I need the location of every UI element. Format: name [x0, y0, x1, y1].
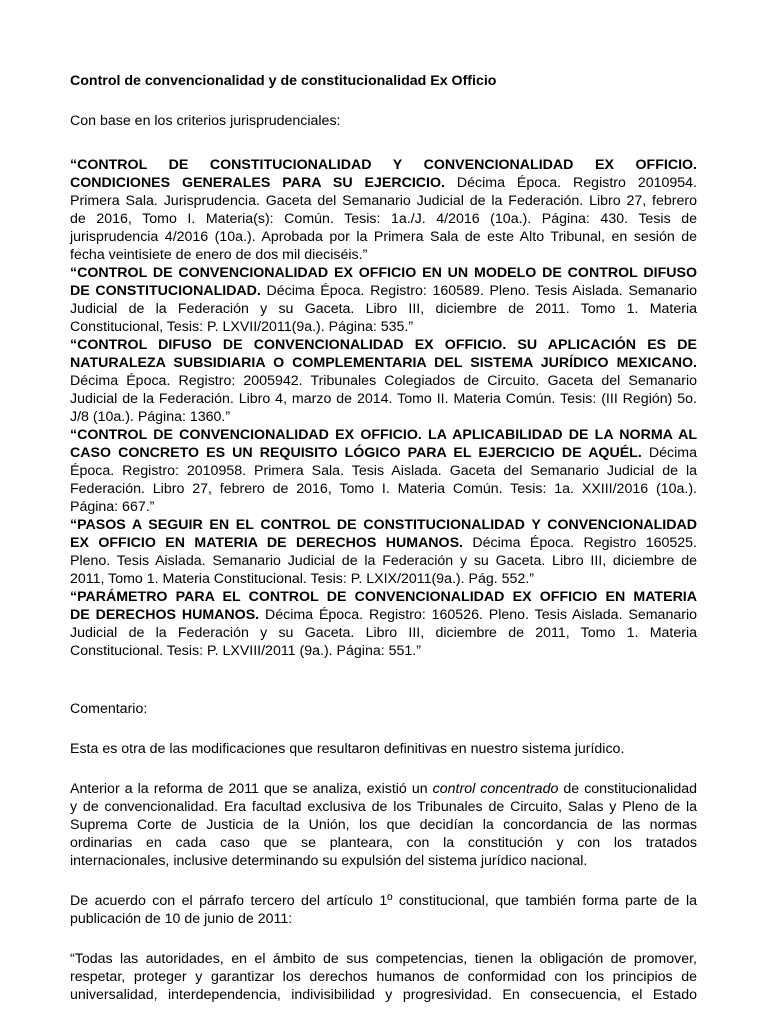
- citation-line: [70, 462, 697, 480]
- citation-reference-text: Judicial de la Federación. Libro 4, marzo de 2014. Tomo II. Materia Común. Tesis: (III Región) 5o.: [70, 391, 697, 407]
- intro-text: Con base en los criterios jurisprudenciales:: [70, 113, 341, 129]
- citation-line: [70, 516, 697, 534]
- paragraph-line: y de convencionalidad. Era facultad exclusiva de los Tribunales de Circuito, Salas y Pleno de la: [70, 799, 697, 815]
- citation-line: [70, 246, 697, 264]
- document-title: Control de convencionalidad y de constitucionalidad Ex Officio: [70, 73, 497, 89]
- paragraph-line: internacionales, inclusive determinando su expulsión del sistema jurídico nacional.: [70, 853, 588, 869]
- citation-reference-text: Décima Época. Registro: 2005942. Tribunales Colegiados de Circuito. Gaceta del Semanario: [70, 373, 697, 389]
- citation-thesis-title: “CONTROL DE CONVENCIONALIDAD EX OFFICIO EN UN MODELO DE CONTROL DIFUSO: [70, 265, 697, 281]
- citation-reference-text: jurisprudencia 4/2016 (10a.). Aprobada por la Primera Sala de este Alto Tribunal, en sesión de: [70, 229, 697, 245]
- paragraph-line: “Todas las autoridades, en el ámbito de sus competencias, tienen la obligación de promover,: [70, 951, 697, 967]
- citation-block: [70, 156, 697, 264]
- citation-line: [70, 372, 697, 390]
- citation-line: [70, 336, 697, 354]
- article-paragraph: [70, 892, 697, 928]
- document-page: [70, 72, 697, 1004]
- citation-block: [70, 264, 697, 336]
- comment-paragraph: Esta es otra de las modificaciones que resultaron definitivas en nuestro sistema jurídico.: [70, 741, 625, 757]
- citation-reference-text: Época. Registro: 2010958. Primera Sala. Tesis Aislada. Gaceta del Semanario Judicial de la: [70, 463, 697, 479]
- citation-thesis-title: CASO CONCRETO ES UN REQUISITO LÓGICO PARA EL EJERCICIO DE AQUÉL.: [70, 445, 642, 461]
- paragraph-line: Suprema Corte de Justicia de la Unión, los que decidían la concordancia de las normas: [70, 817, 697, 833]
- comment-heading: Comentario:: [70, 701, 148, 717]
- paragraph-line: publicación de 10 de junio de 2011:: [70, 911, 293, 927]
- reform-paragraph: [70, 780, 697, 870]
- citation-reference-text: Judicial de la Federación y su Gaceta. Libro III, diciembre de 2011. Tomo 1. Materia: [70, 301, 697, 317]
- citation-reference-text: Constitucional. Tesis: P. LXVIII/2011 (9a.). Página: 551.”: [70, 643, 421, 659]
- citation-reference-text: Judicial de la Federación y su Gaceta. Libro III, diciembre de 2011, Tomo 1. Materia: [70, 625, 697, 641]
- citation-line: [70, 318, 697, 336]
- citation-reference-text: fecha veintisiete de enero de dos mil dieciséis.”: [70, 247, 368, 263]
- quote-paragraph: [70, 950, 697, 1004]
- citation-line: [70, 552, 697, 570]
- citation-line: [70, 192, 697, 210]
- citation-line: [70, 408, 697, 426]
- paragraph-line: ordinarias en cada caso que se planteara, con la constitución y con los tratados: [70, 835, 697, 851]
- citation-line: [70, 444, 697, 462]
- citation-line: [70, 264, 697, 282]
- paragraph-line: De acuerdo con el párrafo tercero del artículo 1º constitucional, que también forma parte de la: [70, 893, 697, 909]
- citation-reference-text: Décima Época. Registro 160525.: [463, 535, 697, 551]
- citation-thesis-title: DE DERECHOS HUMANOS.: [70, 607, 260, 623]
- citation-line: [70, 156, 697, 174]
- citation-block: [70, 516, 697, 588]
- citation-block: [70, 588, 697, 660]
- paragraph-line: Anterior a la reforma de 2011 que se analiza, existió un control concentrado de constitucionalidad: [70, 781, 697, 797]
- citation-line: [70, 210, 697, 228]
- citation-thesis-title: NATURALEZA SUBSIDIARIA O COMPLEMENTARIA DEL SISTEMA JURÍDICO MEXICANO.: [70, 355, 697, 371]
- citation-thesis-title: “PASOS A SEGUIR EN EL CONTROL DE CONSTITUCIONALIDAD Y CONVENCIONALIDAD: [70, 517, 697, 533]
- citation-thesis-title: “CONTROL DE CONVENCIONALIDAD EX OFFICIO. LA APLICABILIDAD DE LA NORMA AL: [70, 427, 697, 443]
- citation-reference-text: J/8 (10a.). Página: 1360.”: [70, 409, 231, 425]
- citation-line: [70, 588, 697, 606]
- citation-line: [70, 624, 697, 642]
- citation-thesis-title: CONDICIONES GENERALES PARA SU EJERCICIO.: [70, 175, 445, 191]
- citation-thesis-title: DE CONSTITUCIONALIDAD.: [70, 283, 261, 299]
- citation-thesis-title: EX OFFICIO EN MATERIA DE DERECHOS HUMANOS.: [70, 535, 463, 551]
- citation-line: [70, 534, 697, 552]
- paragraph-line: respetar, proteger y garantizar los derechos humanos de conformidad con los principios de: [70, 969, 697, 985]
- citation-reference-text: Federación. Libro 27, febrero de 2016, Tomo I. Materia Común. Tesis: 1a. XXIII/2016 (10a.).: [70, 481, 697, 497]
- citation-reference-text: Constitucional, Tesis: P. LXVII/2011(9a.). Página: 535.”: [70, 319, 414, 335]
- citation-reference-text: 2011, Tomo 1. Materia Constitucional. Tesis: P. LXIX/2011(9a.). Pág. 552.”: [70, 571, 534, 587]
- citation-reference-text: Pleno. Tesis Aislada. Semanario Judicial de la Federación y su Gaceta. Libro III, diciembre de: [70, 553, 697, 569]
- citation-reference-text: Décima Época. Registro: 160526. Pleno. Tesis Aislada. Semanario: [259, 607, 697, 623]
- citation-line: [70, 498, 697, 516]
- citation-reference-text: Décima: [641, 445, 697, 461]
- citation-block: [70, 336, 697, 426]
- citation-line: [70, 570, 697, 588]
- citation-line: [70, 606, 697, 624]
- citation-line: [70, 480, 697, 498]
- citation-line: [70, 642, 697, 660]
- citation-line: [70, 390, 697, 408]
- citation-list: [70, 156, 697, 660]
- paragraph-line: universalidad, interdependencia, indivisibilidad y progresividad. En consecuencia, el Estado: [70, 987, 697, 1003]
- citation-line: [70, 228, 697, 246]
- citation-thesis-title: “PARÁMETRO PARA EL CONTROL DE CONVENCIONALIDAD EX OFFICIO EN MATERIA: [70, 589, 697, 605]
- citation-line: [70, 354, 697, 372]
- citation-line: [70, 282, 697, 300]
- citation-reference-text: de 2016, Tomo I. Materia(s): Común. Tesis: 1a./J. 4/2016 (10a.). Página: 430. Tesis de: [70, 211, 697, 227]
- citation-reference-text: Primera Sala. Jurisprudencia. Gaceta del Semanario Judicial de la Federación. Libro 27, febrero: [70, 193, 697, 209]
- citation-line: [70, 426, 697, 444]
- citation-reference-text: Décima Época. Registro: 160589. Pleno. Tesis Aislada. Semanario: [260, 283, 697, 299]
- citation-reference-text: Página: 667.”: [70, 499, 155, 515]
- citation-line: [70, 300, 697, 318]
- citation-reference-text: Décima Época. Registro 2010954.: [444, 175, 697, 191]
- citation-thesis-title: “CONTROL DIFUSO DE CONVENCIONALIDAD EX OFFICIO. SU APLICACIÓN ES DE: [70, 337, 697, 353]
- citation-line: [70, 174, 697, 192]
- citation-block: [70, 426, 697, 516]
- citation-thesis-title: “CONTROL DE CONSTITUCIONALIDAD Y CONVENCIONALIDAD EX OFFICIO.: [70, 157, 697, 173]
